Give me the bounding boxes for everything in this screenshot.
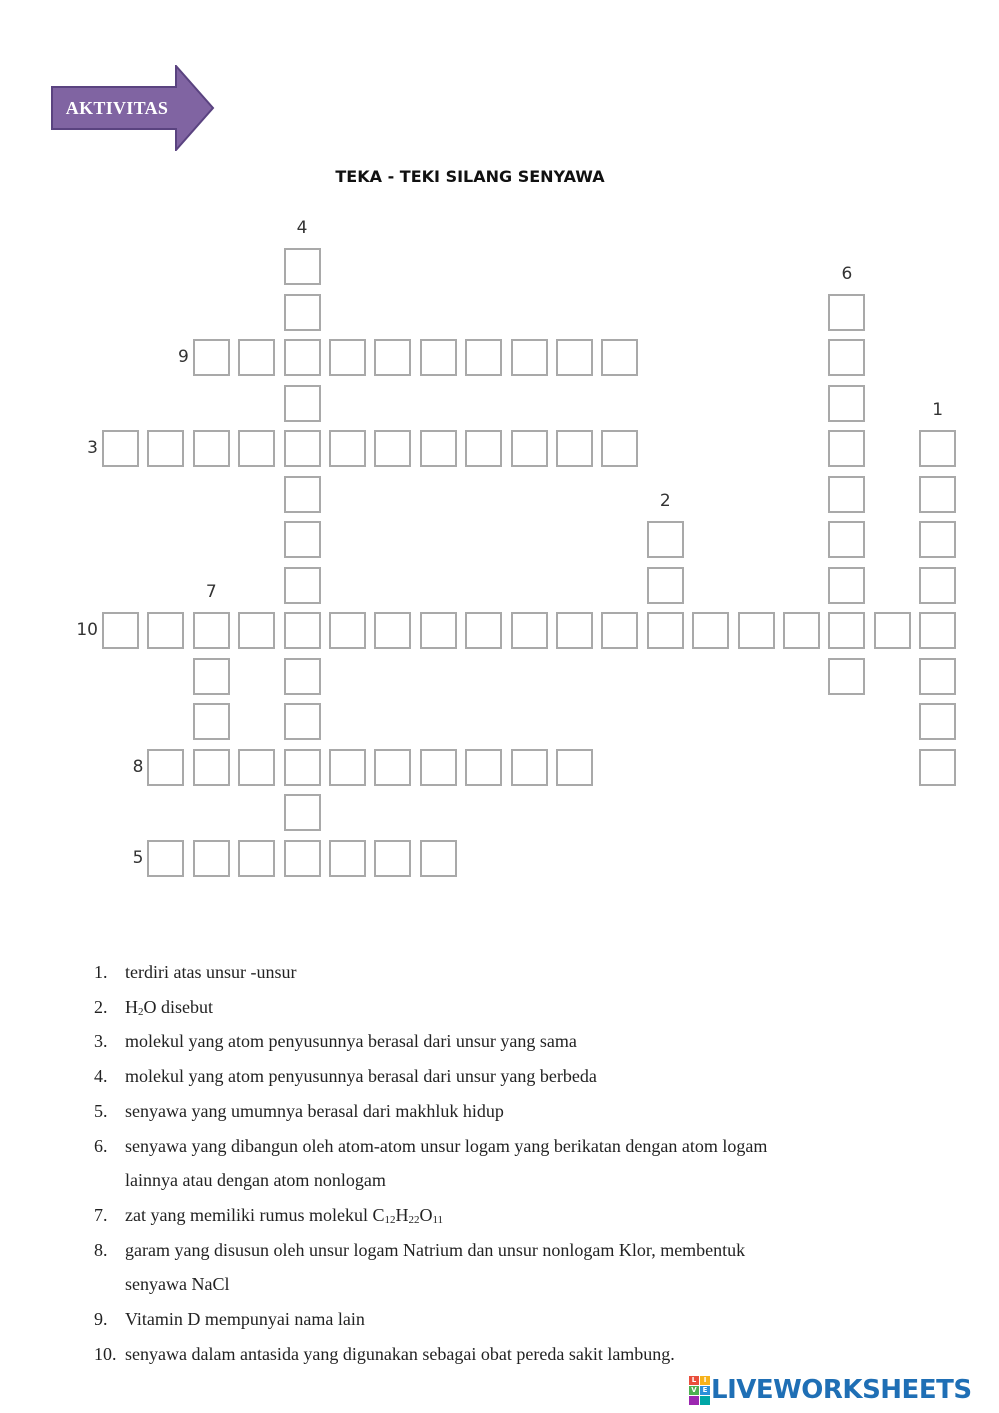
crossword-cell[interactable] xyxy=(919,612,956,649)
clue-item: 3. molekul yang atom penyusunnya berasal dari unsur yang sama xyxy=(94,1024,954,1059)
clue-item: 9. Vitamin D mempunyai nama lain xyxy=(94,1302,954,1337)
clue-item: 6. senyawa yang dibangun oleh atom-atom unsur logam yang berikatan dengan atom logam lainnya atau dengan atom nonlogam xyxy=(94,1129,954,1198)
clue-number-down-6: 6 xyxy=(841,263,853,284)
crossword-cell[interactable] xyxy=(919,658,956,695)
crossword-cell[interactable] xyxy=(828,476,865,513)
crossword-cell[interactable] xyxy=(374,430,411,467)
crossword-cell[interactable] xyxy=(284,703,321,740)
liveworksheets-logo-icon: L I V E xyxy=(689,1376,709,1404)
page-title: TEKA - TEKI SILANG SENYAWA xyxy=(335,167,605,186)
crossword-cell[interactable] xyxy=(238,430,275,467)
crossword-cell[interactable] xyxy=(193,339,230,376)
crossword-cell[interactable] xyxy=(919,521,956,558)
clue-item: 10. senyawa dalam antasida yang digunakan sebagai obat pereda sakit lambung. xyxy=(94,1337,954,1372)
crossword-cell[interactable] xyxy=(284,476,321,513)
clue-item: 8. garam yang disusun oleh unsur logam Natrium dan unsur nonlogam Klor, membentuk senyawa NaCl xyxy=(94,1233,954,1302)
crossword-cell[interactable] xyxy=(465,430,502,467)
crossword-cell[interactable] xyxy=(783,612,820,649)
crossword-cell[interactable] xyxy=(828,567,865,604)
clue-item: 2. $H_2O$ disebut xyxy=(94,990,954,1025)
crossword-cell[interactable] xyxy=(556,749,593,786)
clue-list xyxy=(94,955,954,1371)
clue-number-across-8: 8 xyxy=(132,756,144,777)
crossword-cell[interactable] xyxy=(329,430,366,467)
crossword-cell[interactable] xyxy=(828,612,865,649)
crossword-cell[interactable] xyxy=(828,658,865,695)
crossword-cell[interactable] xyxy=(284,567,321,604)
crossword-cell[interactable] xyxy=(284,339,321,376)
liveworksheets-logo xyxy=(689,1372,972,1408)
clue-text: $H_2O$ disebut xyxy=(125,996,213,1018)
crossword-cell[interactable] xyxy=(465,339,502,376)
crossword-cell[interactable] xyxy=(874,612,911,649)
crossword-cell[interactable] xyxy=(374,840,411,877)
crossword-cell[interactable] xyxy=(374,612,411,649)
clue-number-across-9: 9 xyxy=(177,347,189,367)
crossword-cell[interactable] xyxy=(284,248,321,285)
crossword-cell[interactable] xyxy=(284,521,321,558)
crossword-cell[interactable] xyxy=(511,612,548,649)
clue-item: 5. senyawa yang umumnya berasal dari makhluk hidup xyxy=(94,1094,954,1129)
clue-text: senyawa yang umumnya berasal dari makhluk hidup xyxy=(125,1100,504,1121)
crossword-cell[interactable] xyxy=(647,612,684,649)
crossword-cell[interactable] xyxy=(828,521,865,558)
crossword-cell[interactable] xyxy=(284,794,321,831)
clue-number-across-5: 5 xyxy=(132,847,144,868)
crossword-cell[interactable] xyxy=(238,339,275,376)
clue-text: senyawa dalam antasida yang digunakan sebagai obat pereda sakit lambung. xyxy=(125,1343,675,1364)
crossword-cell[interactable] xyxy=(601,430,638,467)
clue-item: 7. zat yang memiliki rumus molekul $C_{12}H_{22}O_{11}$ xyxy=(94,1198,954,1233)
crossword-cell[interactable] xyxy=(238,612,275,649)
clue-text: molekul yang atom penyusunnya berasal dari unsur yang berbeda xyxy=(125,1066,597,1087)
crossword-cell[interactable] xyxy=(374,339,411,376)
crossword-cell[interactable] xyxy=(284,840,321,877)
crossword-cell[interactable] xyxy=(556,430,593,467)
clue-text: molekul yang atom penyusunnya berasal dari unsur yang sama xyxy=(125,1031,577,1052)
crossword-cell[interactable] xyxy=(193,612,230,649)
crossword-cell[interactable] xyxy=(284,658,321,695)
crossword-cell[interactable] xyxy=(147,612,184,649)
crossword-cell[interactable] xyxy=(647,567,684,604)
crossword-cell[interactable] xyxy=(556,612,593,649)
crossword-cell[interactable] xyxy=(238,749,275,786)
crossword-cell[interactable] xyxy=(193,749,230,786)
crossword-cell[interactable] xyxy=(193,430,230,467)
crossword-cell[interactable] xyxy=(329,339,366,376)
crossword-cell[interactable] xyxy=(511,339,548,376)
crossword-cell[interactable] xyxy=(102,612,139,649)
crossword-cell[interactable] xyxy=(374,749,411,786)
crossword-cell[interactable] xyxy=(647,521,684,558)
crossword-cell[interactable] xyxy=(420,840,457,877)
crossword-cell[interactable] xyxy=(601,339,638,376)
crossword-cell[interactable] xyxy=(420,749,457,786)
crossword-cell[interactable] xyxy=(601,612,638,649)
crossword-cell[interactable] xyxy=(465,612,502,649)
crossword-cell[interactable] xyxy=(284,385,321,422)
crossword-cell[interactable] xyxy=(556,339,593,376)
crossword-cell[interactable] xyxy=(284,612,321,649)
crossword-cell[interactable] xyxy=(828,385,865,422)
clue-text: Vitamin D mempunyai nama lain xyxy=(125,1309,365,1330)
liveworksheets-logo-text: LIVEWORKSHEETS xyxy=(711,1375,972,1405)
crossword-cell[interactable] xyxy=(193,703,230,740)
crossword-cell[interactable] xyxy=(738,612,775,649)
crossword-cell[interactable] xyxy=(692,612,729,649)
crossword-cell[interactable] xyxy=(329,749,366,786)
clue-text: garam yang disusun oleh unsur logam Natrium dan unsur nonlogam Klor, membentuk senyawa NaCl xyxy=(125,1239,746,1295)
crossword-cell[interactable] xyxy=(919,703,956,740)
crossword-cell[interactable] xyxy=(465,749,502,786)
crossword-cell[interactable] xyxy=(420,612,457,649)
crossword-cell[interactable] xyxy=(193,840,230,877)
crossword-cell[interactable] xyxy=(828,339,865,376)
crossword-cell[interactable] xyxy=(329,840,366,877)
crossword-cell[interactable] xyxy=(284,749,321,786)
crossword-cell[interactable] xyxy=(420,430,457,467)
crossword-cell[interactable] xyxy=(511,749,548,786)
clue-text: senyawa yang dibangun oleh atom-atom unsur logam yang berikatan dengan atom logam lainnya atau dengan atom nonlogam xyxy=(125,1135,768,1191)
crossword-cell[interactable] xyxy=(828,294,865,331)
clue-text: zat yang memiliki rumus molekul $C_{12}H_{22}O_{11}$ xyxy=(125,1204,444,1226)
crossword-cell[interactable] xyxy=(284,430,321,467)
clue-item: 4. molekul yang atom penyusunnya berasal dari unsur yang berbeda xyxy=(94,1059,954,1094)
crossword-cell[interactable] xyxy=(919,476,956,513)
clue-number-down-1: 1 xyxy=(932,400,944,420)
crossword-cell[interactable] xyxy=(147,840,184,877)
clue-number-down-7: 7 xyxy=(205,582,217,602)
clue-item: 1. terdiri atas unsur -unsur xyxy=(94,955,954,990)
crossword-cell[interactable] xyxy=(420,339,457,376)
crossword-cell[interactable] xyxy=(284,294,321,331)
crossword-cell[interactable] xyxy=(511,430,548,467)
crossword-cell[interactable] xyxy=(102,430,139,467)
crossword-cell[interactable] xyxy=(147,749,184,786)
clue-number-across-10: 10 xyxy=(76,620,98,640)
crossword-cell[interactable] xyxy=(919,430,956,467)
clue-number-down-4: 4 xyxy=(296,218,308,238)
crossword-cell[interactable] xyxy=(147,430,184,467)
crossword-cell[interactable] xyxy=(238,840,275,877)
crossword-cell[interactable] xyxy=(919,567,956,604)
crossword-cell[interactable] xyxy=(193,658,230,695)
aktivitas-label: AKTIVITAS xyxy=(65,98,169,118)
crossword-cell[interactable] xyxy=(919,749,956,786)
crossword-cell[interactable] xyxy=(828,430,865,467)
clue-text: terdiri atas unsur -unsur xyxy=(125,962,297,982)
clue-number-down-2: 2 xyxy=(659,491,671,511)
clue-number-across-3: 3 xyxy=(87,438,98,458)
crossword-cell[interactable] xyxy=(329,612,366,649)
